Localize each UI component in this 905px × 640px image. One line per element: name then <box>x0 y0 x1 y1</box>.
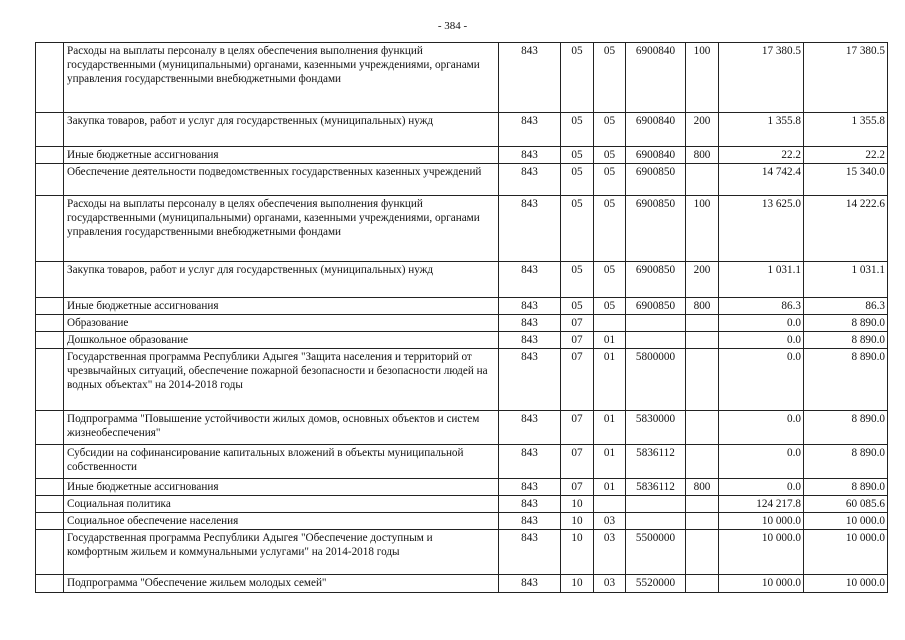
cell-blank <box>36 479 64 496</box>
cell-amount-a: 0.0 <box>719 315 804 332</box>
cell-section-code: 07 <box>561 332 594 349</box>
cell-section-code: 10 <box>561 530 594 575</box>
cell-expense-type: 100 <box>686 196 719 262</box>
table-row <box>36 147 888 164</box>
cell-ministry-code: 843 <box>499 298 561 315</box>
cell-name: Закупка товаров, работ и услуг для государственных (муниципальных) нужд <box>64 262 499 298</box>
table-row <box>36 575 888 593</box>
cell-amount-a: 10 000.0 <box>719 575 804 593</box>
cell-expense-type <box>686 411 719 445</box>
cell-amount-b: 15 340.0 <box>804 164 888 196</box>
cell-section-code: 10 <box>561 496 594 513</box>
budget-table-body <box>36 43 888 593</box>
cell-target-code <box>626 315 686 332</box>
cell-expense-type <box>686 575 719 593</box>
cell-expense-type <box>686 513 719 530</box>
cell-expense-type <box>686 445 719 479</box>
cell-blank <box>36 43 64 113</box>
cell-ministry-code: 843 <box>499 332 561 349</box>
cell-name: Расходы на выплаты персоналу в целях обеспечения выполнения функций государственными (муниципальными) органами, казенными учреждениями, органами управления государственными внебюджетными фондами <box>64 196 499 262</box>
cell-subsection-code <box>594 496 626 513</box>
cell-section-code: 05 <box>561 147 594 164</box>
cell-subsection-code <box>594 315 626 332</box>
cell-subsection-code: 05 <box>594 43 626 113</box>
cell-expense-type: 800 <box>686 479 719 496</box>
page-number: - 384 - <box>437 20 468 32</box>
cell-subsection-code: 01 <box>594 332 626 349</box>
cell-ministry-code: 843 <box>499 164 561 196</box>
table-row <box>36 411 888 445</box>
cell-section-code: 05 <box>561 164 594 196</box>
table-row <box>36 196 888 262</box>
cell-target-code <box>626 496 686 513</box>
cell-blank <box>36 298 64 315</box>
cell-subsection-code: 05 <box>594 196 626 262</box>
cell-target-code: 5836112 <box>626 479 686 496</box>
cell-ministry-code: 843 <box>499 113 561 147</box>
cell-section-code: 05 <box>561 43 594 113</box>
cell-blank <box>36 164 64 196</box>
cell-expense-type: 800 <box>686 298 719 315</box>
cell-expense-type: 800 <box>686 147 719 164</box>
cell-name: Государственная программа Республики Адыгея "Обеспечение доступным и комфортным жильем и коммунальными услугами" на 2014-2018 годы <box>64 530 499 575</box>
cell-name: Государственная программа Республики Адыгея "Защита населения и территорий от чрезвычайных ситуаций, обеспечение пожарной безопасности и безопасности людей на водных объектах" на 2014-2018 годы <box>64 349 499 411</box>
cell-subsection-code: 05 <box>594 262 626 298</box>
table-row <box>36 513 888 530</box>
cell-amount-a: 0.0 <box>719 349 804 411</box>
table-row <box>36 479 888 496</box>
cell-ministry-code: 843 <box>499 315 561 332</box>
cell-expense-type: 200 <box>686 262 719 298</box>
cell-name: Образование <box>64 315 499 332</box>
cell-amount-a: 13 625.0 <box>719 196 804 262</box>
cell-ministry-code: 843 <box>499 147 561 164</box>
cell-target-code <box>626 513 686 530</box>
cell-target-code: 6900840 <box>626 43 686 113</box>
cell-blank <box>36 411 64 445</box>
cell-amount-b: 8 890.0 <box>804 479 888 496</box>
cell-ministry-code: 843 <box>499 411 561 445</box>
cell-amount-b: 10 000.0 <box>804 513 888 530</box>
cell-name: Иные бюджетные ассигнования <box>64 479 499 496</box>
cell-blank <box>36 349 64 411</box>
cell-target-code: 6900850 <box>626 298 686 315</box>
cell-expense-type: 200 <box>686 113 719 147</box>
cell-target-code: 6900850 <box>626 262 686 298</box>
cell-subsection-code: 01 <box>594 411 626 445</box>
cell-subsection-code: 05 <box>594 298 626 315</box>
cell-amount-a: 10 000.0 <box>719 530 804 575</box>
cell-amount-b: 22.2 <box>804 147 888 164</box>
table-row <box>36 164 888 196</box>
table-row <box>36 113 888 147</box>
cell-blank <box>36 575 64 593</box>
cell-name: Социальное обеспечение населения <box>64 513 499 530</box>
table-row <box>36 262 888 298</box>
cell-target-code: 5830000 <box>626 411 686 445</box>
cell-subsection-code: 01 <box>594 479 626 496</box>
cell-section-code: 07 <box>561 411 594 445</box>
cell-amount-a: 22.2 <box>719 147 804 164</box>
table-row <box>36 298 888 315</box>
cell-blank <box>36 513 64 530</box>
cell-amount-a: 17 380.5 <box>719 43 804 113</box>
budget-table <box>35 42 888 593</box>
cell-section-code: 05 <box>561 196 594 262</box>
cell-amount-b: 60 085.6 <box>804 496 888 513</box>
cell-target-code: 5500000 <box>626 530 686 575</box>
cell-name: Иные бюджетные ассигнования <box>64 298 499 315</box>
cell-ministry-code: 843 <box>499 262 561 298</box>
cell-target-code: 6900850 <box>626 196 686 262</box>
cell-section-code: 07 <box>561 315 594 332</box>
cell-blank <box>36 445 64 479</box>
cell-blank <box>36 315 64 332</box>
cell-section-code: 07 <box>561 479 594 496</box>
table-row <box>36 496 888 513</box>
cell-subsection-code: 01 <box>594 349 626 411</box>
cell-expense-type: 100 <box>686 43 719 113</box>
cell-expense-type <box>686 496 719 513</box>
cell-section-code: 05 <box>561 262 594 298</box>
cell-section-code: 07 <box>561 349 594 411</box>
cell-amount-a: 0.0 <box>719 332 804 349</box>
cell-amount-b: 8 890.0 <box>804 315 888 332</box>
cell-ministry-code: 843 <box>499 530 561 575</box>
cell-target-code: 6900840 <box>626 147 686 164</box>
cell-subsection-code: 03 <box>594 530 626 575</box>
cell-ministry-code: 843 <box>499 575 561 593</box>
cell-expense-type <box>686 164 719 196</box>
cell-ministry-code: 843 <box>499 349 561 411</box>
cell-amount-b: 86.3 <box>804 298 888 315</box>
table-row <box>36 43 888 113</box>
cell-ministry-code: 843 <box>499 43 561 113</box>
cell-section-code: 05 <box>561 298 594 315</box>
cell-ministry-code: 843 <box>499 196 561 262</box>
table-row <box>36 445 888 479</box>
cell-amount-b: 10 000.0 <box>804 530 888 575</box>
cell-target-code: 5836112 <box>626 445 686 479</box>
cell-target-code: 6900850 <box>626 164 686 196</box>
cell-subsection-code: 01 <box>594 445 626 479</box>
cell-subsection-code: 05 <box>594 113 626 147</box>
cell-target-code: 5520000 <box>626 575 686 593</box>
cell-amount-b: 17 380.5 <box>804 43 888 113</box>
cell-name: Подпрограмма "Повышение устойчивости жилых домов, основных объектов и систем жизнеобеспечения" <box>64 411 499 445</box>
cell-amount-b: 10 000.0 <box>804 575 888 593</box>
cell-subsection-code: 05 <box>594 164 626 196</box>
cell-subsection-code: 03 <box>594 575 626 593</box>
cell-name: Расходы на выплаты персоналу в целях обеспечения выполнения функций государственными (муниципальными) органами, казенными учреждениями, органами управления государственными внебюджетными фондами <box>64 43 499 113</box>
cell-name: Иные бюджетные ассигнования <box>64 147 499 164</box>
table-row <box>36 349 888 411</box>
cell-amount-b: 8 890.0 <box>804 349 888 411</box>
cell-expense-type <box>686 315 719 332</box>
cell-expense-type <box>686 349 719 411</box>
cell-ministry-code: 843 <box>499 513 561 530</box>
cell-name: Закупка товаров, работ и услуг для государственных (муниципальных) нужд <box>64 113 499 147</box>
cell-amount-b: 1 355.8 <box>804 113 888 147</box>
cell-name: Дошкольное образование <box>64 332 499 349</box>
cell-amount-b: 8 890.0 <box>804 332 888 349</box>
cell-subsection-code: 05 <box>594 147 626 164</box>
cell-amount-a: 14 742.4 <box>719 164 804 196</box>
cell-amount-a: 1 355.8 <box>719 113 804 147</box>
cell-amount-a: 1 031.1 <box>719 262 804 298</box>
cell-section-code: 05 <box>561 113 594 147</box>
cell-section-code: 07 <box>561 445 594 479</box>
cell-amount-a: 0.0 <box>719 411 804 445</box>
cell-name: Социальная политика <box>64 496 499 513</box>
cell-amount-a: 0.0 <box>719 479 804 496</box>
cell-amount-a: 10 000.0 <box>719 513 804 530</box>
cell-name: Обеспечение деятельности подведомственных государственных казенных учреждений <box>64 164 499 196</box>
cell-section-code: 10 <box>561 575 594 593</box>
cell-subsection-code: 03 <box>594 513 626 530</box>
cell-expense-type <box>686 530 719 575</box>
cell-amount-b: 8 890.0 <box>804 411 888 445</box>
cell-amount-b: 8 890.0 <box>804 445 888 479</box>
cell-amount-a: 86.3 <box>719 298 804 315</box>
cell-section-code: 10 <box>561 513 594 530</box>
cell-ministry-code: 843 <box>499 496 561 513</box>
cell-name: Субсидии на софинансирование капитальных вложений в объекты муниципальной собственности <box>64 445 499 479</box>
cell-name: Подпрограмма "Обеспечение жильем молодых семей" <box>64 575 499 593</box>
cell-target-code: 5800000 <box>626 349 686 411</box>
cell-blank <box>36 332 64 349</box>
cell-amount-b: 1 031.1 <box>804 262 888 298</box>
cell-target-code <box>626 332 686 349</box>
cell-blank <box>36 496 64 513</box>
cell-amount-a: 0.0 <box>719 445 804 479</box>
cell-amount-b: 14 222.6 <box>804 196 888 262</box>
cell-ministry-code: 843 <box>499 445 561 479</box>
cell-blank <box>36 530 64 575</box>
cell-blank <box>36 196 64 262</box>
cell-blank <box>36 113 64 147</box>
cell-ministry-code: 843 <box>499 479 561 496</box>
cell-target-code: 6900840 <box>626 113 686 147</box>
cell-expense-type <box>686 332 719 349</box>
cell-amount-a: 124 217.8 <box>719 496 804 513</box>
table-row <box>36 530 888 575</box>
table-row <box>36 332 888 349</box>
table-row <box>36 315 888 332</box>
cell-blank <box>36 262 64 298</box>
cell-blank <box>36 147 64 164</box>
